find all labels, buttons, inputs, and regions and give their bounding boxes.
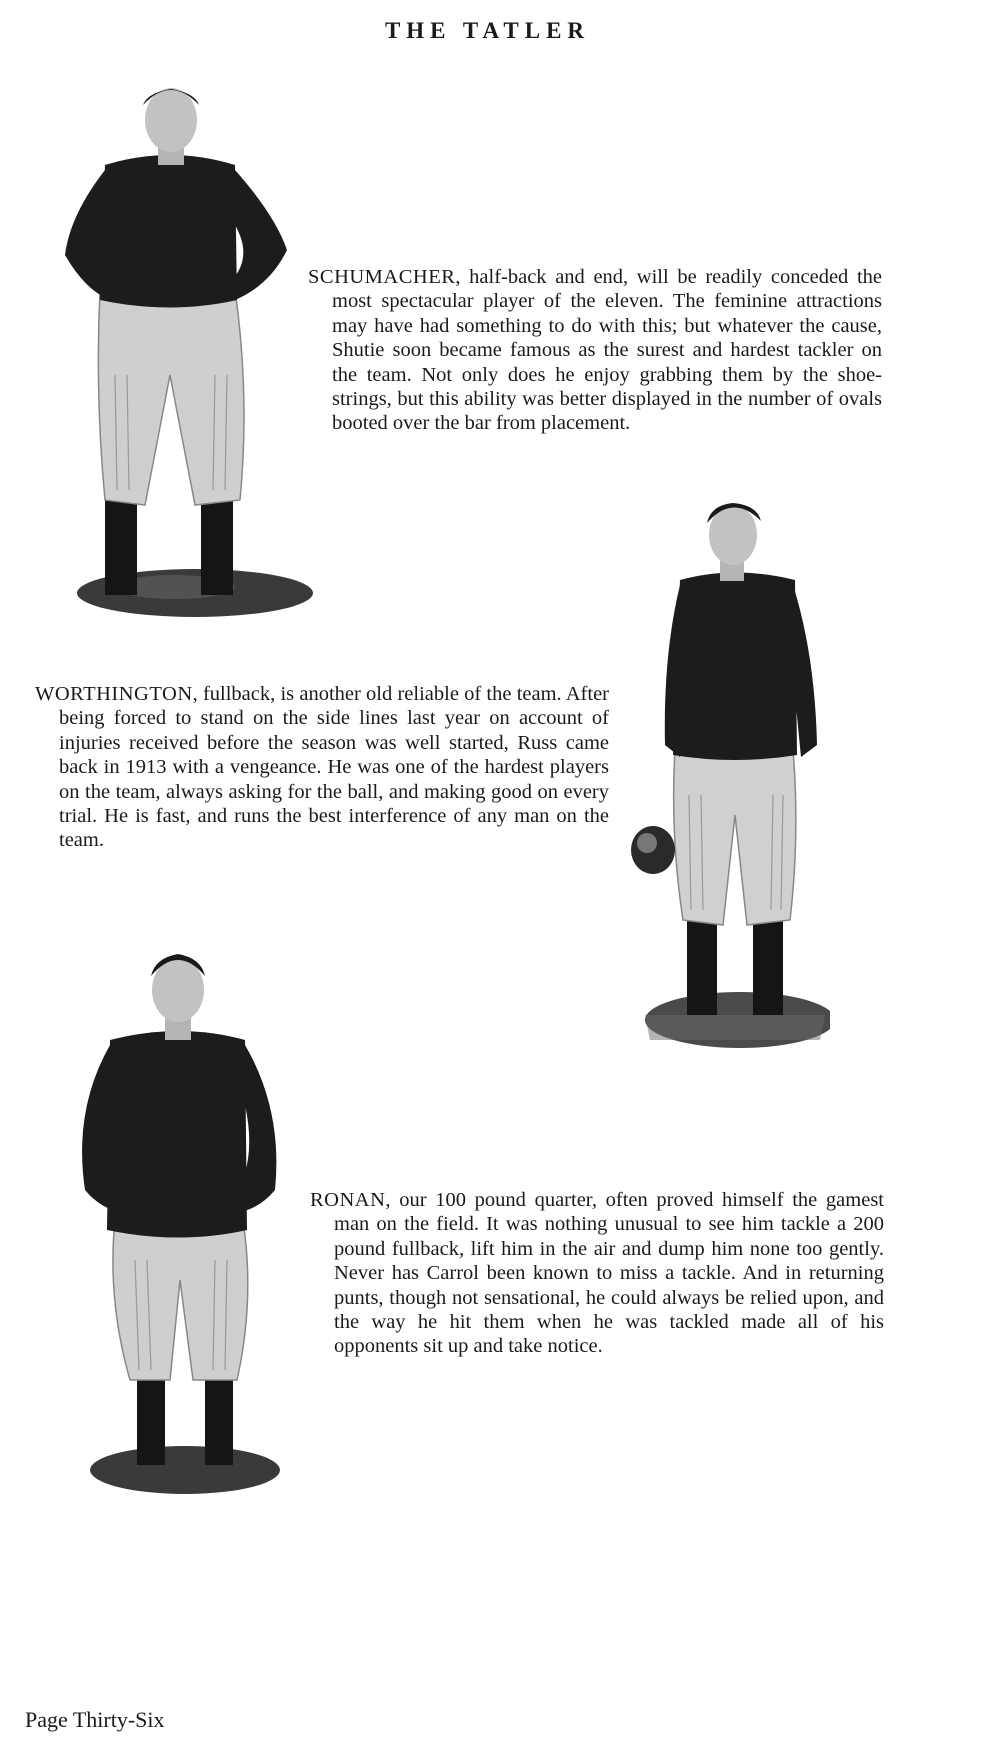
player-name: WORTHINGTON	[35, 683, 193, 705]
player-description: , fullback, is another old reliable of the team. After being forced to stand on the side lines last year on account of injuries received before the season was well started, Russ came back in 1913 with a vengeance. He was one of the hardest players on the team, always asking for the ball, and making good on every trial. He is fast, and runs the best interference of any man on the team.	[59, 683, 609, 852]
article-worthington	[35, 682, 609, 853]
player-description: , half-back and end, will be readily conceded the most spectacular player of the eleven. The feminine attractions may have had something to do with this; but whatever the cause, Shutie soon became famous as the surest and hardest tackler on the team. Not only does he enjoy grabbing them by the shoe-strings, but this ability was better displayed in the number of ovals booted over the bar from placement.	[332, 266, 882, 435]
page-number: Page Thirty-Six	[25, 1707, 165, 1732]
page-header: THE TATLER	[384, 18, 591, 43]
article-ronan	[310, 1188, 884, 1359]
player-description: , our 100 pound quarter, often proved himself the gamest man on the field. It was nothing unusual to see him tackle a 200 pound fullback, lift him in the air and dump him none too gently. Never has Carrol been known to miss a tackle. And in returning punts, though not sensational, he could always be relied upon, and the way he hit them when he was tackled made all of his opponents sit up and take notice.	[334, 1189, 884, 1358]
article-schumacher	[308, 265, 882, 436]
player-name: RONAN	[310, 1189, 386, 1211]
player-photo-worthington	[625, 495, 830, 1055]
player-name: SCHUMACHER	[308, 266, 456, 288]
player-photo-schumacher	[55, 75, 315, 635]
player-photo-ronan	[65, 940, 285, 1500]
